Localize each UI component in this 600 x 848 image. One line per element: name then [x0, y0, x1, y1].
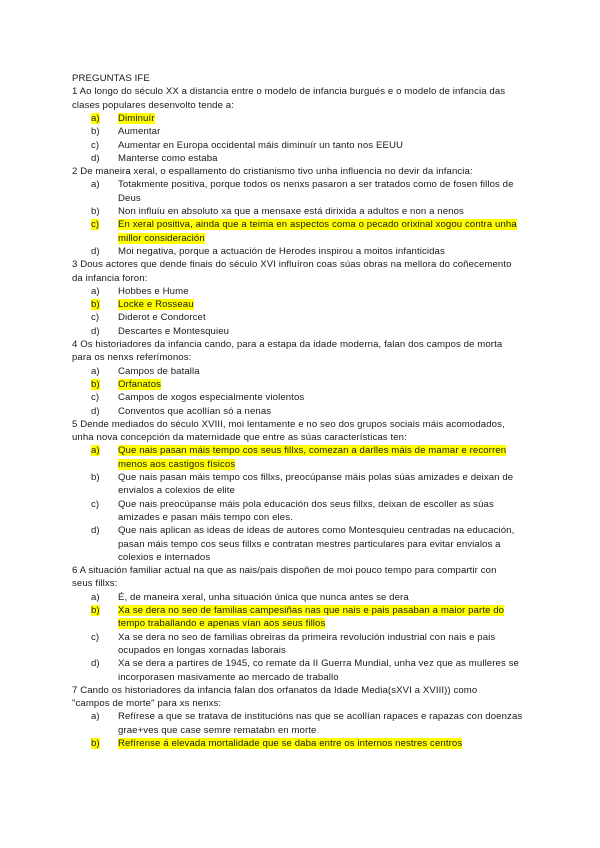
option-text: Moi negativa, porque a actuación de Herodes inspirou a moitos infanticidas	[118, 245, 445, 257]
question-text: 2 De maneira xeral, o espallamento do cristianismo tivo unha influencia no devir da infancia:	[72, 166, 473, 178]
option-text: Que nais pasan máis tempo cos fillxs, preocúpanse máis polas súas amizades e deixan de	[118, 472, 514, 483]
option-marker: a)	[91, 591, 100, 603]
option-text: colexios e internados	[118, 551, 211, 563]
option-text: Aumentar en Europa occidental máis diminuír un tanto nos EEUU	[118, 139, 403, 151]
option-marker: a)	[91, 365, 100, 377]
question-text: 4 Os historiadores da infancia cando, para a estapa da idade moderna, falan dos campos de morta	[72, 339, 503, 350]
option-marker: d)	[91, 152, 100, 164]
highlighted-answer-text: Locke e Rosseau	[118, 299, 194, 311]
option-marker: d)	[91, 325, 100, 337]
option-marker: c)	[91, 139, 100, 151]
question-text: 3 Dous actores que dende finais do século XVI influíron coas súas obras na mellora do coñecemento	[72, 259, 512, 271]
question-text: clases populares desenvolto tende a:	[72, 99, 235, 111]
question-text: "campos de morte" para xs nenxs:	[72, 698, 222, 710]
option-marker: b)	[91, 738, 100, 749]
question-text: unha nova concepción da maternidade que entre as súas características ten:	[72, 432, 407, 444]
highlighted-answer-text: Refírense á elevada mortalidade que se daba entre os internos nestres centros	[118, 738, 463, 749]
option-text: Non influíu en absoluto xa que a mensaxe está dirixida a adultos e non a nenos	[118, 206, 464, 217]
option-marker: b)	[91, 299, 100, 311]
option-text: Xa se dera a partires de 1945, co remate da II Guerra Mundial, unha vez que as mulleres se	[118, 658, 519, 670]
question-text: 5 Dende mediados do século XVIII, moi lentamente e no seo dos grupos sociais máis acomodados,	[72, 418, 505, 430]
option-text: grae+ves que case semre rematabn en morte	[118, 724, 317, 736]
option-text: Xa se dera no seo de familias obreiras da primeira revolución industrial con nais e pais	[118, 631, 496, 643]
highlighted-answer-text: millor consideración	[118, 232, 205, 244]
option-marker: c)	[91, 219, 100, 231]
option-text: Conventos que acollían só a nenas	[118, 405, 272, 417]
option-text: envialos a colexios de elite	[118, 485, 235, 497]
option-marker: b)	[91, 472, 100, 483]
option-text: Que nais preocúpanse máis pola educación dos seus fillxs, deixan de escoller as súas	[118, 498, 494, 510]
option-text: incorporasen masivamente ao mercado de traballo	[118, 671, 339, 683]
option-text: ocupados en longas xornadas laborais	[118, 644, 286, 656]
option-marker: b)	[91, 605, 100, 616]
option-marker: d)	[91, 245, 100, 257]
option-text: Campos de batalla	[118, 365, 200, 377]
option-marker: a)	[91, 711, 100, 723]
highlighted-answer-text: En xeral positiva, ainda que a teima en aspectos coma o pecado orixinal xogou contra unha	[118, 219, 517, 231]
option-marker: b)	[91, 126, 100, 138]
option-marker: a)	[91, 179, 100, 191]
option-text: Refírese a que se tratava de institucións nas que se acollían rapaces e rapazas con doenzas	[118, 711, 523, 723]
option-text: É, de maneira xeral, unha situación única que nunca antes se dera	[118, 591, 409, 603]
option-text: Diderot e Condorcet	[118, 312, 206, 324]
option-text: Deus	[118, 192, 141, 204]
option-marker: c)	[91, 392, 100, 404]
option-text: Aumentar	[118, 126, 161, 138]
question-text: 6 A situación familiar actual na que as nais/pais dispoñen de moi pouco tempo para compartir con	[72, 565, 497, 577]
highlighted-answer-text: Xa se dera no seo de familias campesiñas nas que nais e pais pasaban a maior parte do	[118, 605, 505, 616]
question-text: para os nenxs referímonos:	[72, 352, 192, 364]
question-text: 7 Cando os historiadores da infancia falan dos orfanatos da Idade Media(sXVI a XVIII)) como	[72, 684, 478, 696]
option-marker: a)	[91, 112, 100, 124]
option-text: amizades e pasan máis tempo con eles.	[118, 511, 293, 523]
option-marker: d)	[91, 658, 100, 670]
option-marker: c)	[91, 312, 100, 324]
option-marker: d)	[91, 525, 100, 537]
question-text: da infancia foron:	[72, 272, 148, 284]
option-text: Manterse como estaba	[118, 152, 218, 164]
highlighted-answer-text: Que nais pasan máis tempo cos seus fillxs, comezan a darlles máis de mamar e recorren	[118, 445, 507, 457]
option-text: pasan máis tempo cos seus fillxs e contratan mestres particulares para evitar envialos a	[118, 538, 501, 550]
option-text: Campos de xogos especialmente violentos	[118, 392, 305, 404]
option-marker: c)	[91, 631, 100, 643]
question-text: seus fillxs:	[72, 578, 118, 590]
option-marker: b)	[91, 206, 100, 217]
question-text: 1 Ao longo do século XX a distancia entre o modelo de infancia burgués e o modelo de infancia das	[72, 86, 506, 98]
option-text: Descartes e Montesquieu	[118, 325, 230, 337]
highlighted-answer-text: Orfanatos	[118, 378, 162, 390]
option-marker: b)	[91, 378, 100, 390]
option-text: Hobbes e Hume	[118, 285, 189, 297]
highlighted-answer-text: menos aos castigos físicos	[118, 458, 236, 470]
option-text: Que nais aplican as ideas de ideas de autores como Montesquieu centradas na educación,	[118, 525, 515, 537]
highlighted-answer-text: Diminuír	[118, 112, 155, 124]
option-text: Totakmente positiva, porque todos os nenxs pasaron a ser tratados como de fosen fillos de	[118, 179, 514, 191]
option-marker: a)	[91, 445, 100, 457]
option-marker: d)	[91, 405, 100, 417]
option-marker: a)	[91, 285, 100, 297]
highlighted-answer-text: tempo traballando e apenas vían aos seus fillos	[118, 618, 326, 630]
option-marker: c)	[91, 498, 100, 510]
page-title: PREGUNTAS IFE	[72, 73, 150, 84]
